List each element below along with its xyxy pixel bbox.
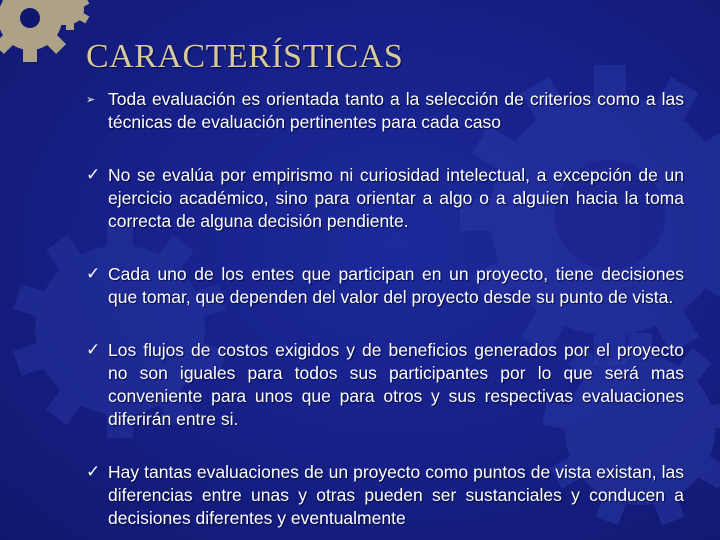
checkmark-bullet-icon: ✓ — [86, 264, 101, 284]
bullet-text: No se evalúa por empirismo ni curiosidad intelectual, a excepción de un ejercicio académico, sino para orientar a algo o a alguien hacia la toma correcta de alguna decisión pendiente. — [108, 165, 684, 231]
bullet-text: Toda evaluación es orientada tanto a la selección de criterios como a las técnicas de evaluación pertinentes para cada caso — [108, 89, 684, 132]
list-item — [86, 339, 684, 431]
arrow-bullet-icon: ➢ — [86, 93, 96, 106]
list-item — [86, 461, 684, 530]
list-item — [86, 164, 684, 233]
list-item — [86, 88, 684, 134]
bullet-list — [86, 88, 684, 540]
list-item — [86, 263, 684, 309]
bullet-text: Hay tantas evaluaciones de un proyecto como puntos de vista existan, las diferencias entre unas y otras pueden ser sustanciales y conducen a decisiones diferentes y eventualmente — [108, 462, 684, 528]
bullet-text: Cada uno de los entes que participan en un proyecto, tiene decisiones que tomar, que dependen del valor del proyecto desde su punto de vista. — [108, 264, 684, 307]
gold-gear-icon — [0, 0, 89, 62]
bullet-text: Los flujos de costos exigidos y de beneficios generados por el proyecto no son iguales para todos sus participantes por lo que será mas conveniente para unos que para otros y sus respectivas evaluaciones diferirán entre si. — [108, 340, 684, 429]
checkmark-bullet-icon: ✓ — [86, 340, 101, 360]
checkmark-bullet-icon: ✓ — [86, 462, 101, 482]
page-title: CARACTERÍSTICAS — [86, 38, 404, 75]
checkmark-bullet-icon: ✓ — [86, 165, 101, 185]
